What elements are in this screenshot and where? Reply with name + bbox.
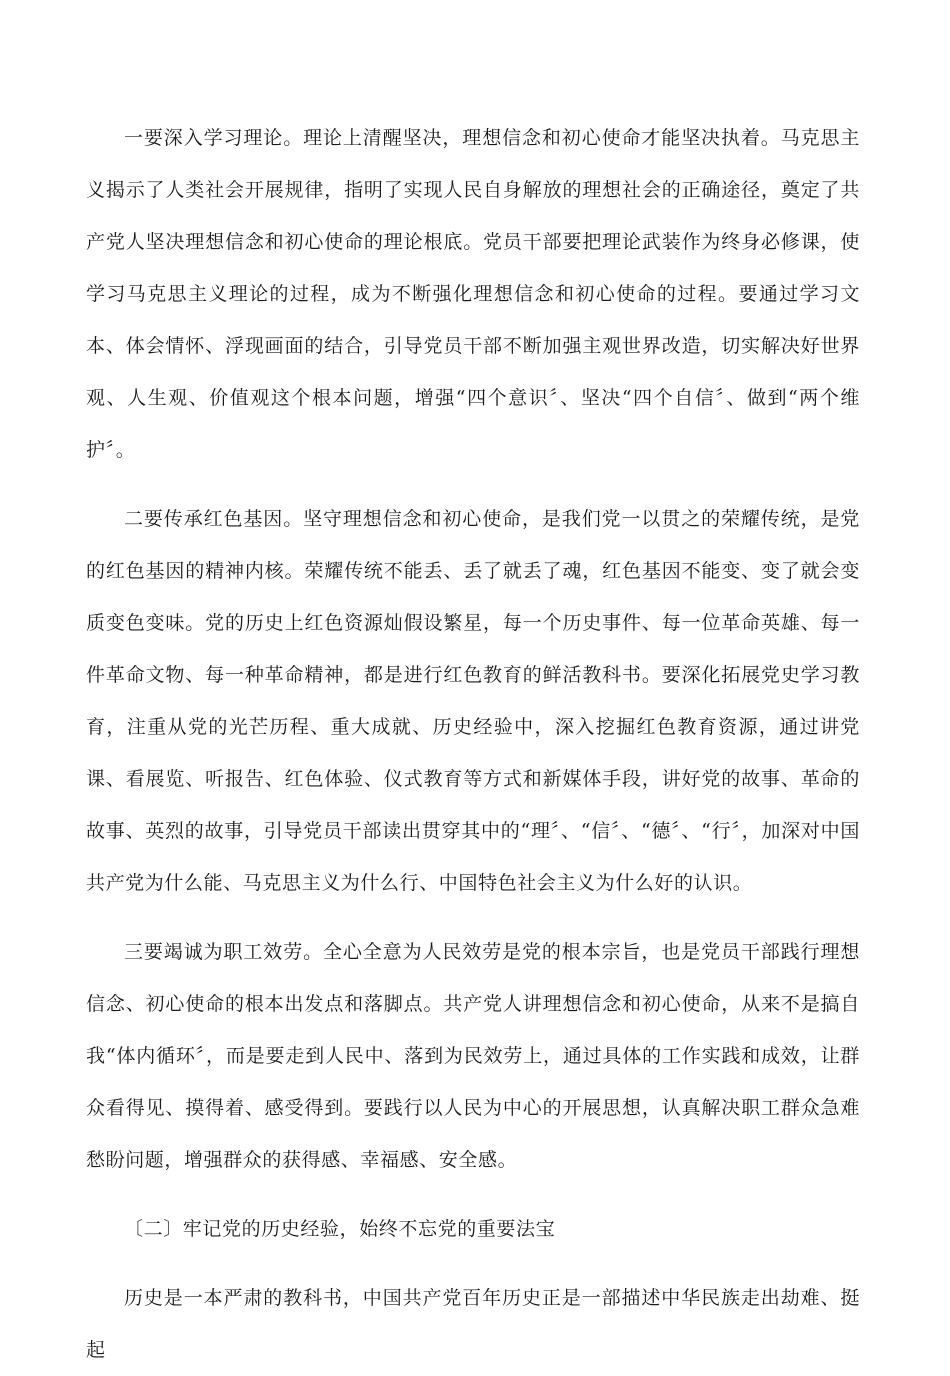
paragraph-history: 历史是一本严肃的教科书，中国共产党百年历史正是一部描述中华民族走出劫难、挺起 [86,1287,860,1361]
paragraph-study-theory: 一要深入学习理论。理论上清醒坚决，理想信念和初心使命才能坚决执着。马克思主义揭示了人类社会开展规律，指明了实现人民自身解放的理想社会的正确途径，奠定了共产党人坚决理想信念和初心使命的理论根底。党员干部要把理论武装作为终身必修课，使学习马克思主义理论的过程，成为不断强化理想信念和初心使命的过程。要通过学习文本、体会情怀、浮现画面的结合，引导党员干部不断加强主观世界改造，切实解决好世界观、人生观、价值观这个根本问题，增强“四个意识〞、坚决“四个自信〞、做到“两个维护〞。 [86,127,860,461]
paragraph-serve-workers: 三要竭诚为职工效劳。全心全意为人民效劳是党的根本宗旨，也是党员干部践行理想信念、初心使命的根本出发点和落脚点。共产党人讲理想信念和初心使命，从来不是搞自我“体内循环〞，而是要走到人民中、落到为民效劳上，通过具体的工作实践和成效，让群众看得见、摸得着、感受得到。要践行以人民为中心的开展思想，认真解决职工群众急难愁盼问题，增强群众的获得感、幸福感、安全感。 [86,941,860,1171]
section-heading: 〔二〕牢记党的历史经验，始终不忘党的重要法宝 [124,1218,556,1240]
document-body [86,112,860,1376]
paragraph-red-gene: 二要传承红色基因。坚守理想信念和初心使命，是我们党一以贯之的荣耀传统，是党的红色基因的精神内核。荣耀传统不能丢、丢了就丢了魂，红色基因不能变、变了就会变质变色变味。党的历史上红色资源灿假设繁星，每一个历史事件、每一位革命英雄、每一件革命文物、每一种革命精神，都是进行红色教育的鲜活教科书。要深化拓展党史学习教育，注重从党的光芒历程、重大成就、历史经验中，深入挖掘红色教育资源，通过讲党课、看展览、听报告、红色体验、仪式教育等方式和新媒体手段，讲好党的故事、革命的故事、英烈的故事，引导党员干部读出贯穿其中的“理〞、“信〞、“德〞、“行〞，加深对中国共产党为什么能、马克思主义为什么行、中国特色社会主义为什么好的认识。 [86,508,860,894]
